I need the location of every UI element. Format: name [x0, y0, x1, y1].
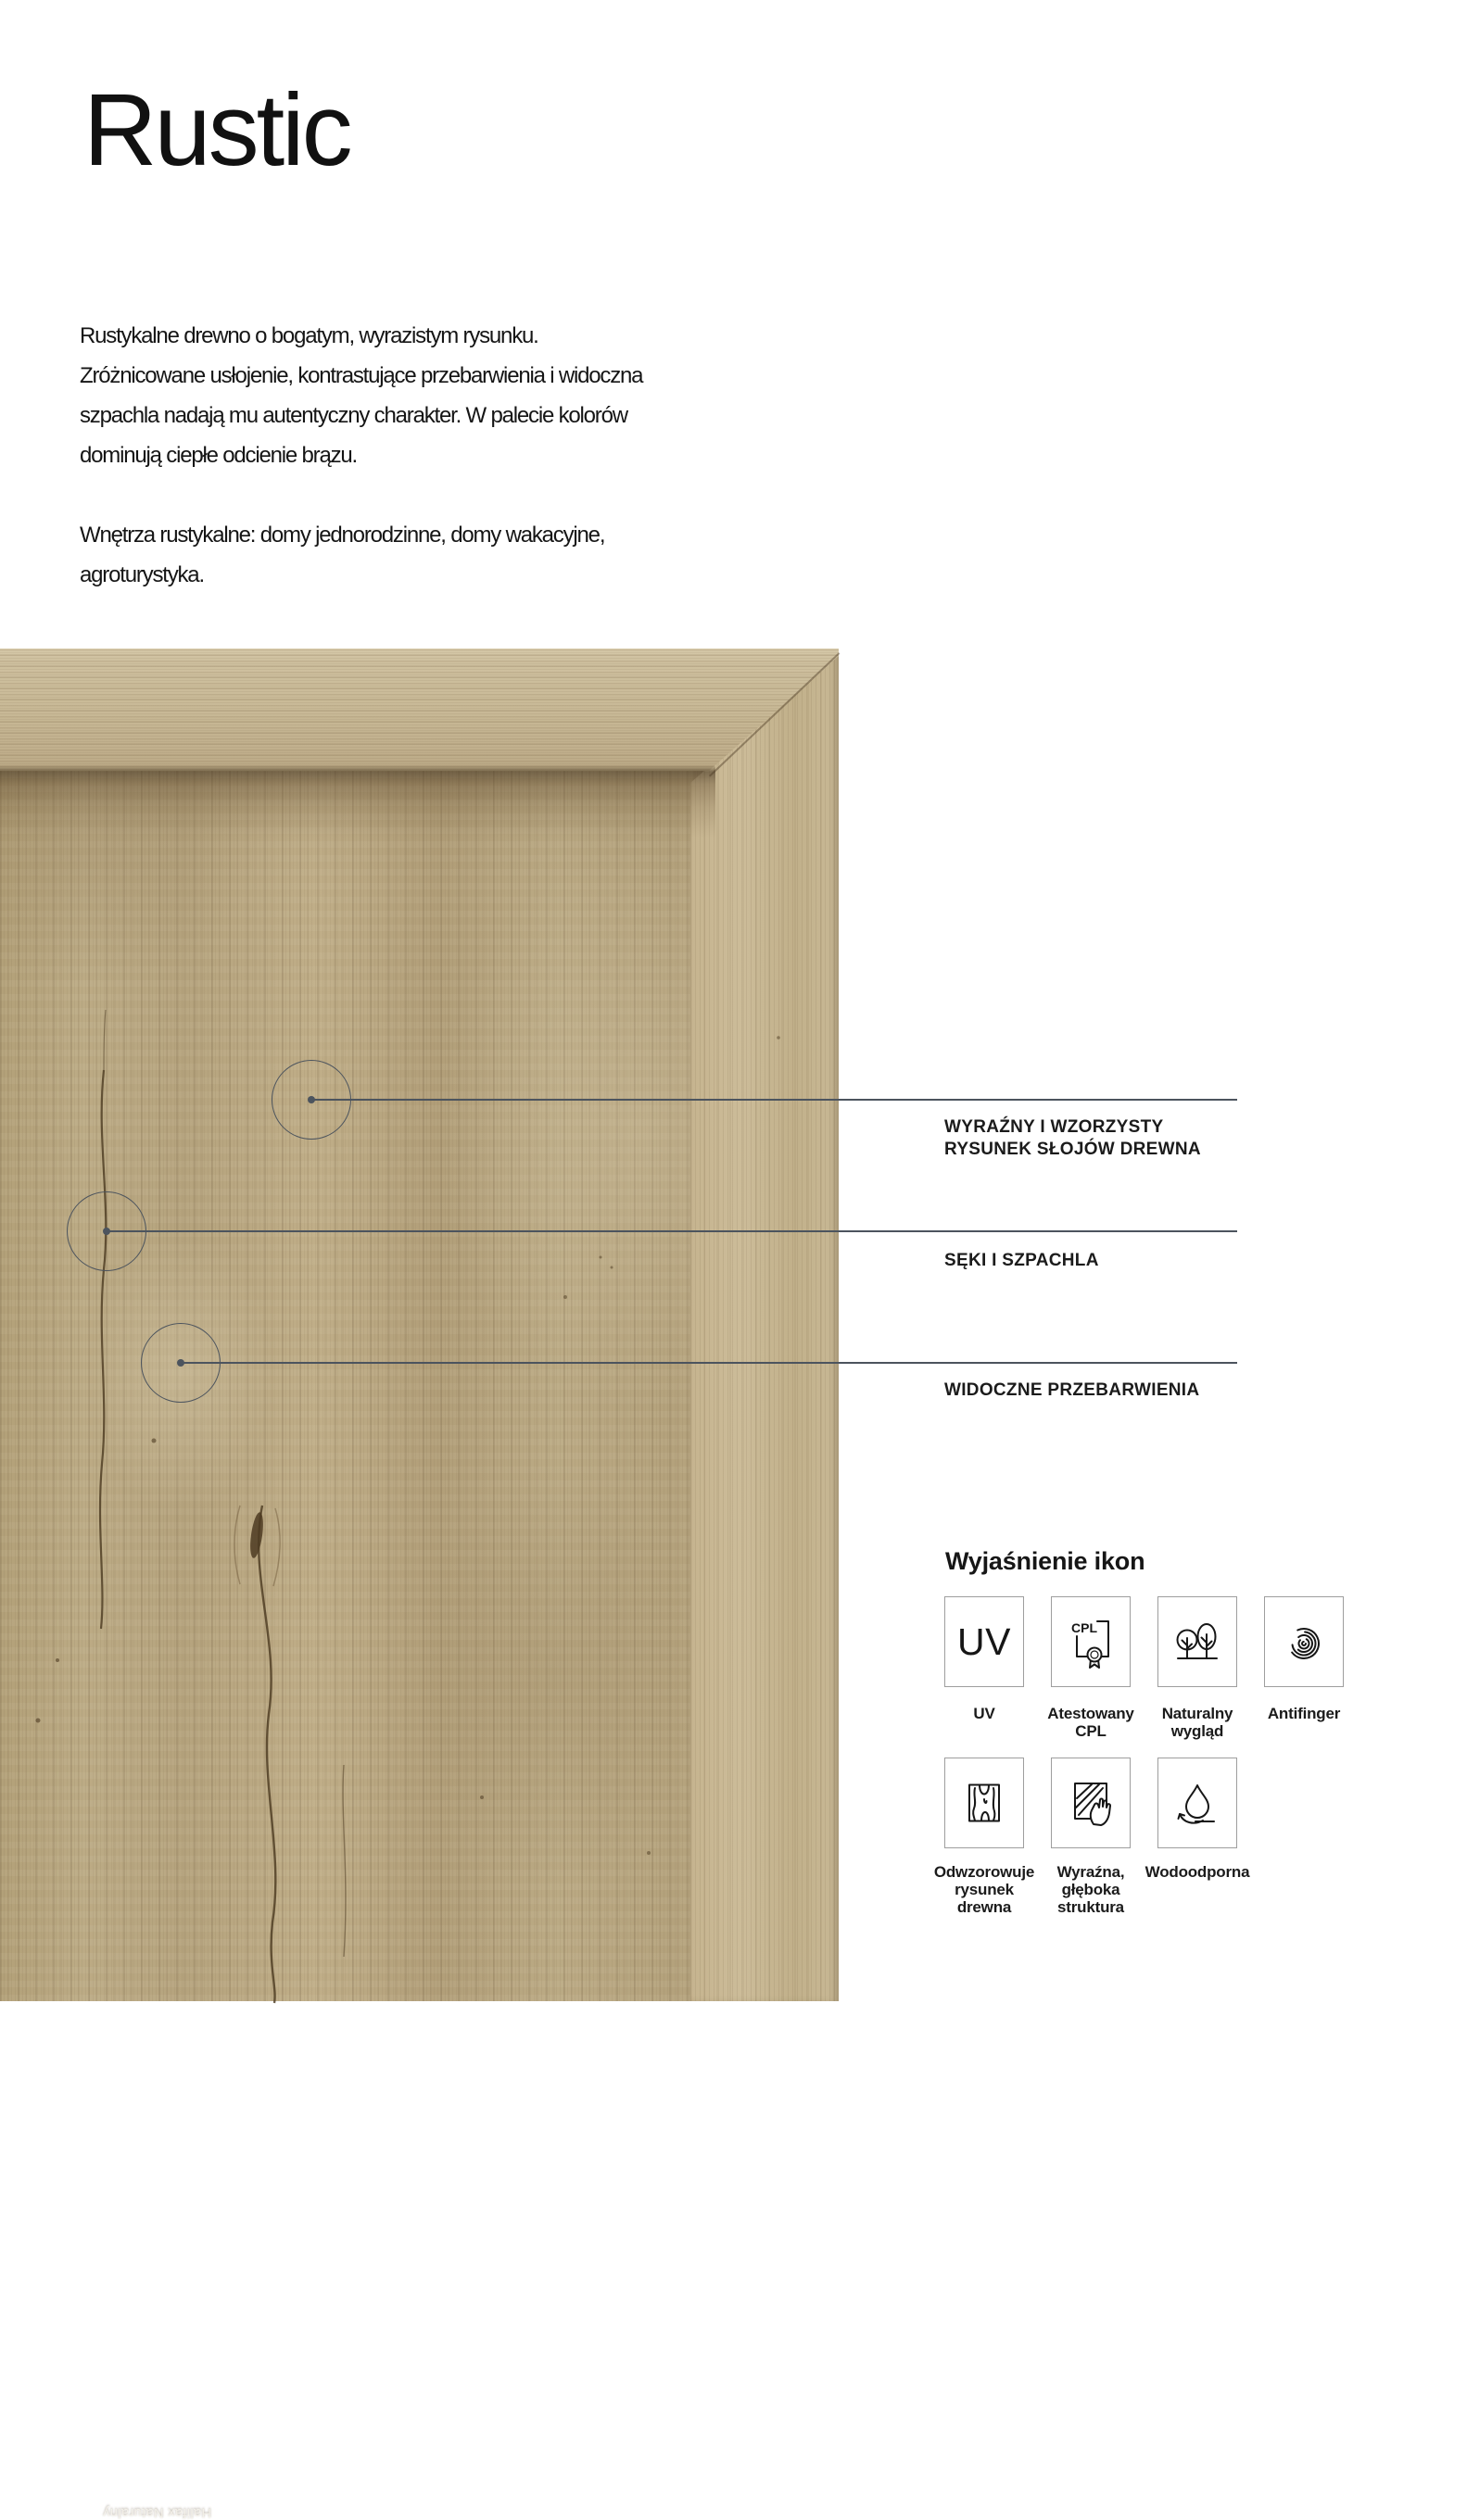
intro-paragraph-2: Wnętrza rustykalne: domy jednorodzinne, domy wakacyjne, agroturystyka. [80, 523, 605, 587]
callout-line-knots [107, 1230, 1237, 1232]
icon-label-antifinger: Antifinger [1267, 1705, 1341, 1722]
uv-icon [944, 1596, 1024, 1687]
callout-line-discoloration [181, 1362, 1237, 1364]
fingerprint-icon [1264, 1596, 1344, 1687]
water-drop-icon [1157, 1758, 1237, 1848]
callout-dot-grain [308, 1096, 315, 1103]
svg-text:CPL: CPL [1071, 1620, 1097, 1635]
icon-label-natural-look: Naturalny wygląd [1161, 1705, 1233, 1740]
callout-dot-knots [103, 1228, 110, 1235]
icon-label-deep-structure: Wyraźna, głęboka struktura [1056, 1863, 1125, 1916]
page-title: Rustic [83, 73, 350, 187]
callout-line-grain [311, 1099, 1237, 1101]
certificate-cpl-icon [1051, 1596, 1131, 1687]
wood-cracks-and-knots [0, 649, 839, 2001]
callout-label-discoloration: WIDOCZNE PRZEBARWIENIA [944, 1380, 1200, 1400]
icon-label-waterproof: Wodoodporna [1145, 1863, 1250, 1881]
deep-structure-hand-icon [1051, 1758, 1131, 1848]
callout-dot-discoloration [177, 1359, 184, 1367]
wood-grain-icon [944, 1758, 1024, 1848]
legend-heading: Wyjaśnienie ikon [945, 1547, 1145, 1575]
intro-paragraph-1: Rustykalne drewno o bogatym, wyrazistym rysunku. Zróżnicowane usłojenie, kontrastujące przebarwienia i widoczna szpachla nadają mu autentyczny charakter. W palecie kolorów dominują ciepłe odcienie brązu. [80, 323, 643, 468]
trees-icon [1157, 1596, 1237, 1687]
wood-specimen-image [0, 649, 839, 2520]
icon-label-uv: UV [973, 1705, 995, 1722]
uv-icon-glyph: UV [957, 1619, 1011, 1663]
callout-label-knots: SĘKI I SZPACHLA [944, 1251, 1099, 1270]
icon-label-wood-grain: Odwzorowuje rysunek drewna [933, 1863, 1035, 1916]
icon-label-cpl: Atestowany CPL [1047, 1705, 1134, 1740]
callout-label-grain: WYRAŹNY I WZORZYSTY RYSUNEK SŁOJÓW DREWNA [944, 1117, 1201, 1159]
wood-watermark: Halifax Naturalny [102, 2505, 211, 2520]
